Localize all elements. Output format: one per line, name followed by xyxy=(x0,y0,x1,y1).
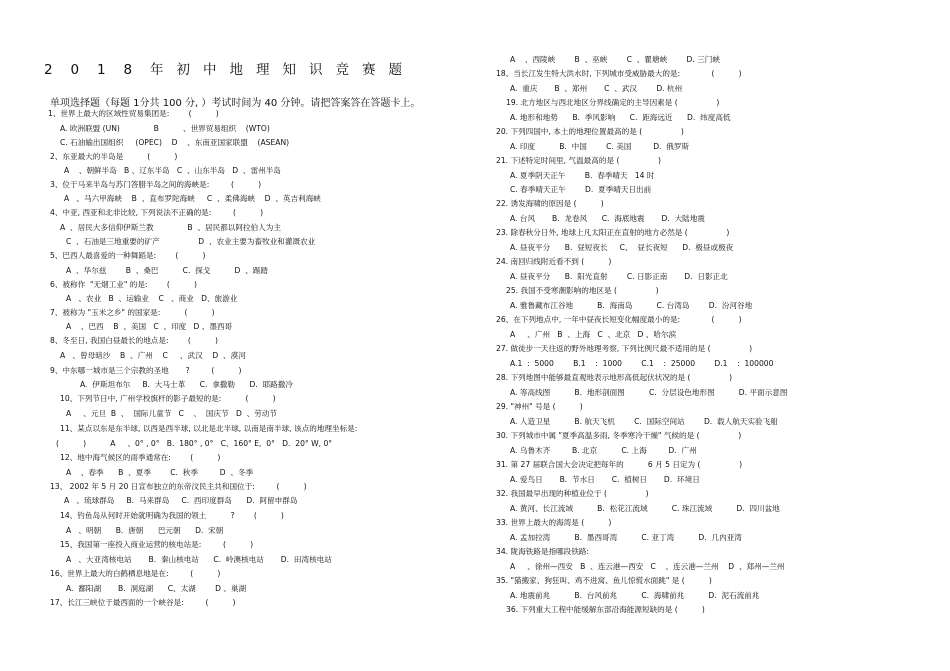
right-line: 23. 除春秋分日外, 地球上凡太阳正在直射的地方必然是 ( ) xyxy=(496,228,730,237)
right-line: 33. 世界上最大的海湾是 ( ) xyxy=(496,518,612,527)
left-line: 8、冬至日, 我国白昼最长的地点是: ( ) xyxy=(50,336,218,345)
right-line: 20. 下列四国中, 本土的地理位置最高的是 ( ) xyxy=(496,127,684,136)
left-line: A 、大亚湾核电站 B. 秦山核电站 C. 岭澳核电站 D. 田湾核电站 xyxy=(66,555,332,564)
right-line: 18、当长江发生特大洪水时, 下列城市受威胁最大的是: ( ) xyxy=(496,69,742,78)
right-line: A 、徐州—西安 B 、连云港—西安 C 、连云港—兰州 D 、郑州—兰州 xyxy=(510,562,785,571)
right-line: A. 重庆 B 、郑州 C 、武汉 D. 杭州 xyxy=(510,84,683,93)
right-line: A 、西陵峡 B 、巫峡 C 、瞿塘峡 D. 三门峡 xyxy=(510,55,720,64)
left-line: 9、中东哪一城市是三个宗教的圣地 ? ( ) xyxy=(50,366,242,375)
left-line: ( ) A 、0° , 0° B. 180° , 0° C、160° E, 0° D. 20° W, 0° xyxy=(56,439,333,448)
right-line: A. 乌鲁木齐 B. 北京 C. 上海 D. 广州 xyxy=(510,446,697,455)
left-line: A 、居民大多信仰伊斯兰教 B 、居民都以阿拉伯人为主 xyxy=(60,223,281,232)
right-line: A. 爱鸟日 B. 节水日 C. 植树日 D. 环境日 xyxy=(510,475,700,484)
right-line: 35. "猫搬家、狗狂叫、鸡不进窝、鱼儿惊慌水面跳" 是 ( ) xyxy=(496,576,712,585)
right-line: 28. 下列地图中能够最直观地表示地形高低起伏状况的是 ( ) xyxy=(496,373,733,382)
right-line: A. 孟加拉湾 B. 墨西哥湾 C. 亚丁湾 D. 几内亚湾 xyxy=(510,533,742,542)
left-line: 4、中亚, 西亚和北非比较, 下列说法不正确的是: ( ) xyxy=(50,208,264,217)
left-line: 5、巴西人最喜爱的一种舞蹈是: ( ) xyxy=(50,251,206,260)
left-line: 3、位于马来半岛与苏门答腊半岛之间的海峡是: ( ) xyxy=(50,180,262,189)
right-line: 26、在下列地点中, 一年中昼夜长短变化幅度最小的是: ( ) xyxy=(496,315,742,324)
left-line: A 、曾母暗沙 B 、广州 C 、武汉 D 、漠河 xyxy=(60,351,246,360)
right-line: A. 台风 B. 龙卷风 C. 海底地震 D. 大陆地震 xyxy=(510,214,705,223)
right-line: 36. 下列重大工程中能缓解东部沿海能源短缺的是 ( ) xyxy=(506,605,705,614)
left-line: A 、琉球群岛 B. 马来群岛 C. 西印度群岛 D. 阿留申群岛 xyxy=(64,496,298,505)
right-line: 25. 我国不受寒潮影响的地区是 ( ) xyxy=(506,286,659,295)
left-line: 16、世界上最大的白鹤栖息地是在: ( ) xyxy=(50,569,221,578)
right-line: A. 昼夜平分 B. 昼短夜长 C、 昼长夜短 D. 极昼或极夜 xyxy=(510,243,734,252)
left-line: A 、明朝 B. 唐朝 巴元朝 D. 宋朝 xyxy=(66,526,224,535)
left-line: 17、长江三峡位于最西面的一个峡谷是: ( ) xyxy=(50,598,236,607)
left-line: A 、朝鲜半岛 B 、辽东半岛 C 、山东半岛 D 、雷州半岛 xyxy=(64,166,281,175)
left-line: A. 伊斯坦布尔 B. 大马士革 C. 拿撒勒 D. 耶路撒冷 xyxy=(80,380,293,389)
right-line: A. 地形和地势 B. 季风影响 C. 距海远近 D. 纬度高低 xyxy=(510,113,731,122)
left-line: C. 石油输出国组织 (OPEC) D 、东南亚国家联盟 (ASEAN) xyxy=(60,138,290,147)
right-line: 31. 第 27 届联合国大会决定把每年的 6 月 5 日定为 ( ) xyxy=(496,460,743,469)
left-line: 2、东亚最大的半岛是 ( ) xyxy=(50,152,178,161)
right-line: A. 等高线图 B. 地形剖面图 C. 分层设色地形图 D. 平面示意图 xyxy=(510,388,788,397)
right-line: 34. 陇海铁路是指哪段铁路: xyxy=(496,547,589,556)
page-title: 2 0 1 8 年 初 中 地 理 知 识 竞 赛 题 xyxy=(44,62,402,78)
instructions: 单项选择题（每题 1分共 100 分, ）考试时间为 40 分钟。请把答案答在答题卡上。 xyxy=(50,98,421,109)
left-line: A 、春季 B 、夏季 C. 秋季 D 、冬季 xyxy=(66,468,254,477)
left-line: 11、某点以东是东半球, 以西是西半球, 以北是北半球, 以南是南半球, 该点的地理坐标是: xyxy=(60,424,358,433)
right-line: 19. 北方地区与西北地区分界线确定的主导因素是 ( ) xyxy=(506,98,720,107)
left-line: 14、钓鱼岛从何时开始就明确为我国的领土 ? ( ) xyxy=(60,511,284,520)
right-line: A. 黄河、长江流域 B. 松花江流域 C. 珠江流域 D. 四川盆地 xyxy=(510,504,780,513)
left-line: 7、被称为 "玉米之乡" 的国家是: ( ) xyxy=(50,308,215,317)
left-line: 6、被称作 "无烟工业" 的是: ( ) xyxy=(50,280,197,289)
right-line: A. 地震前兆 B. 台风前兆 C. 海啸前兆 D. 泥石流前兆 xyxy=(510,591,760,600)
right-line: A. 雅鲁藏布江谷地 B. 海南岛 C. 台湾岛 D. 汾河谷地 xyxy=(510,301,753,310)
right-line: 32. 我国最早出现的种植业位于 ( ) xyxy=(496,489,649,498)
right-line: A. 人造卫星 B. 航天飞机 C. 国际空间站 D. 载人航天实验飞船 xyxy=(510,417,778,426)
right-line: 22. 诱发海啸的原因是 ( ) xyxy=(496,199,604,208)
left-line: 15、我国第一座投入商业运营的核电站是: ( ) xyxy=(60,540,254,549)
right-line: C. 春季晴天正午 D. 夏季晴天日出前 xyxy=(510,185,652,194)
right-line: A. 印度 B. 中国 C. 美国 D. 俄罗斯 xyxy=(510,142,690,151)
right-line: 27. 做徒步一天往返的野外地理考察, 下列比例尺最不适用的是 ( ) xyxy=(496,344,753,353)
left-line: A 、元旦 B 、 国际儿童节 C 、 国庆节 D 、劳动节 xyxy=(66,409,277,418)
left-line: A 、马六甲海峡 B 、直布罗陀海峡 C 、柔佛海峡 D 、英吉利海峡 xyxy=(64,194,321,203)
left-line: A. 鄱阳湖 B. 洞庭湖 C、太湖 D 、巢湖 xyxy=(66,584,247,593)
left-line: A 、华尔兹 B 、桑巴 C. 探戈 D 、踢踏 xyxy=(66,266,268,275)
right-line: 30. 下列城市中属 "夏季高温多雨, 冬季寒冷干燥" 气候的是 ( ) xyxy=(496,431,742,440)
left-line: 1、世界上最大的区域性贸易集团是: ( ) xyxy=(48,109,219,118)
left-line: 13、 2002 年 5 月 20 日宣布独立的东帝汶民主共和国位于: ( ) xyxy=(50,482,307,491)
right-line: A.1 : 5000 B.1 : 1000 C.1 : 25000 D.1 : 100000 xyxy=(510,359,774,368)
right-line: 29. "神州" 号是 ( ) xyxy=(496,402,583,411)
left-line: A 、农业 B 、运输业 C 、商业 D、旅游业 xyxy=(66,294,238,303)
left-line: 12、地中海气候区的雨季通常在: ( ) xyxy=(60,453,221,462)
left-line: A. 欧洲联盟 (UN) B 、世界贸易组织 (WTO) xyxy=(60,124,270,133)
left-line: 10、下列节日中, 广州学校旗杆的影子最短的是: ( ) xyxy=(60,394,276,403)
right-line: 24. 南回归线附近看不到 ( ) xyxy=(496,257,612,266)
right-line: A. 夏季阴天正午 B. 春季晴天 14 时 xyxy=(510,171,655,180)
right-line: A. 昼夜平分 B. 阳光直射 C. 日影正南 D. 日影正北 xyxy=(510,272,728,281)
right-line: A 、广州 B 、上海 C 、北京 D 、哈尔滨 xyxy=(510,330,677,339)
left-line: C 、石油是三地重要的矿产 D 、农业主要为畜牧业和灌溉农业 xyxy=(66,237,316,246)
left-line: A 、巴西 B 、美国 C 、印度 D 、墨西哥 xyxy=(66,322,233,331)
right-line: 21. 下述特定时间里, 气温最高的是 ( ) xyxy=(496,156,661,165)
